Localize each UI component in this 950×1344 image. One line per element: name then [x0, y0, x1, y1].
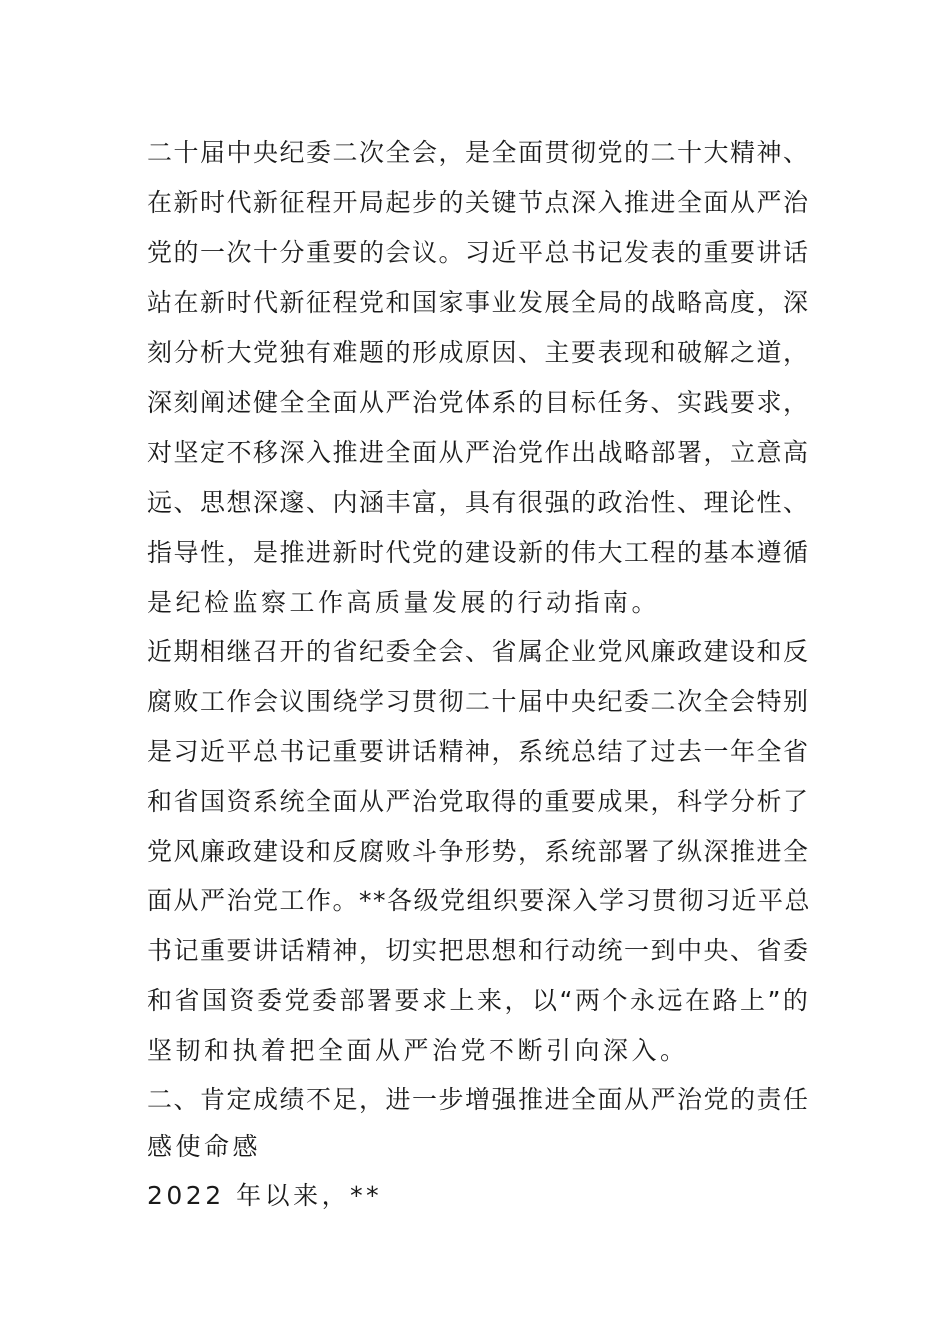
- text-line: 刻分析大党独有难题的形成原因、主要表现和破解之道，: [147, 338, 810, 367]
- section-heading-line: 二、肯定成绩不足，进一步增强推进全面从严治党的责任: [147, 1085, 810, 1114]
- text-line: 书记重要讲话精神，切实把思想和行动统一到中央、省委: [147, 936, 810, 965]
- text-line: 站在新时代新征程党和国家事业发展全局的战略高度，深: [147, 288, 810, 317]
- text-line: 二十届中央纪委二次全会，是全面贯彻党的二十大精神、: [147, 138, 810, 167]
- text-line: 坚韧和执着把全面从严治党不断引向深入。: [147, 1036, 689, 1065]
- text-line: 在新时代新征程开局起步的关键节点深入推进全面从严治: [147, 188, 810, 217]
- text-line: 近期相继召开的省纪委全会、省属企业党风廉政建设和反: [147, 637, 810, 666]
- text-line: 党风廉政建设和反腐败斗争形势，系统部署了纵深推进全: [147, 837, 810, 866]
- text-line: 2022 年以来，**: [147, 1181, 383, 1210]
- text-line: 远、思想深邃、内涵丰富，具有很强的政治性、理论性、: [147, 488, 810, 517]
- section-heading-line: 感使命感: [147, 1132, 262, 1161]
- text-line: 指导性，是推进新时代党的建设新的伟大工程的基本遵循: [147, 538, 810, 567]
- text-line: 和省国资系统全面从严治党取得的重要成果，科学分析了: [147, 787, 810, 816]
- text-line: 是习近平总书记重要讲话精神，系统总结了过去一年全省: [147, 737, 810, 766]
- text-line: 对坚定不移深入推进全面从严治党作出战略部署，立意高: [147, 438, 810, 467]
- text-line: 党的一次十分重要的会议。习近平总书记发表的重要讲话: [147, 238, 810, 267]
- text-line: 和省国资委党委部署要求上来，以“两个永远在路上”的: [147, 986, 811, 1015]
- text-line: 是纪检监察工作高质量发展的行动指南。: [147, 588, 661, 617]
- text-line: 深刻阐述健全全面从严治党体系的目标任务、实践要求，: [147, 388, 810, 417]
- text-line: 面从严治党工作。**各级党组织要深入学习贯彻习近平总: [147, 886, 812, 915]
- text-line: 腐败工作会议围绕学习贯彻二十届中央纪委二次全会特别: [147, 687, 810, 716]
